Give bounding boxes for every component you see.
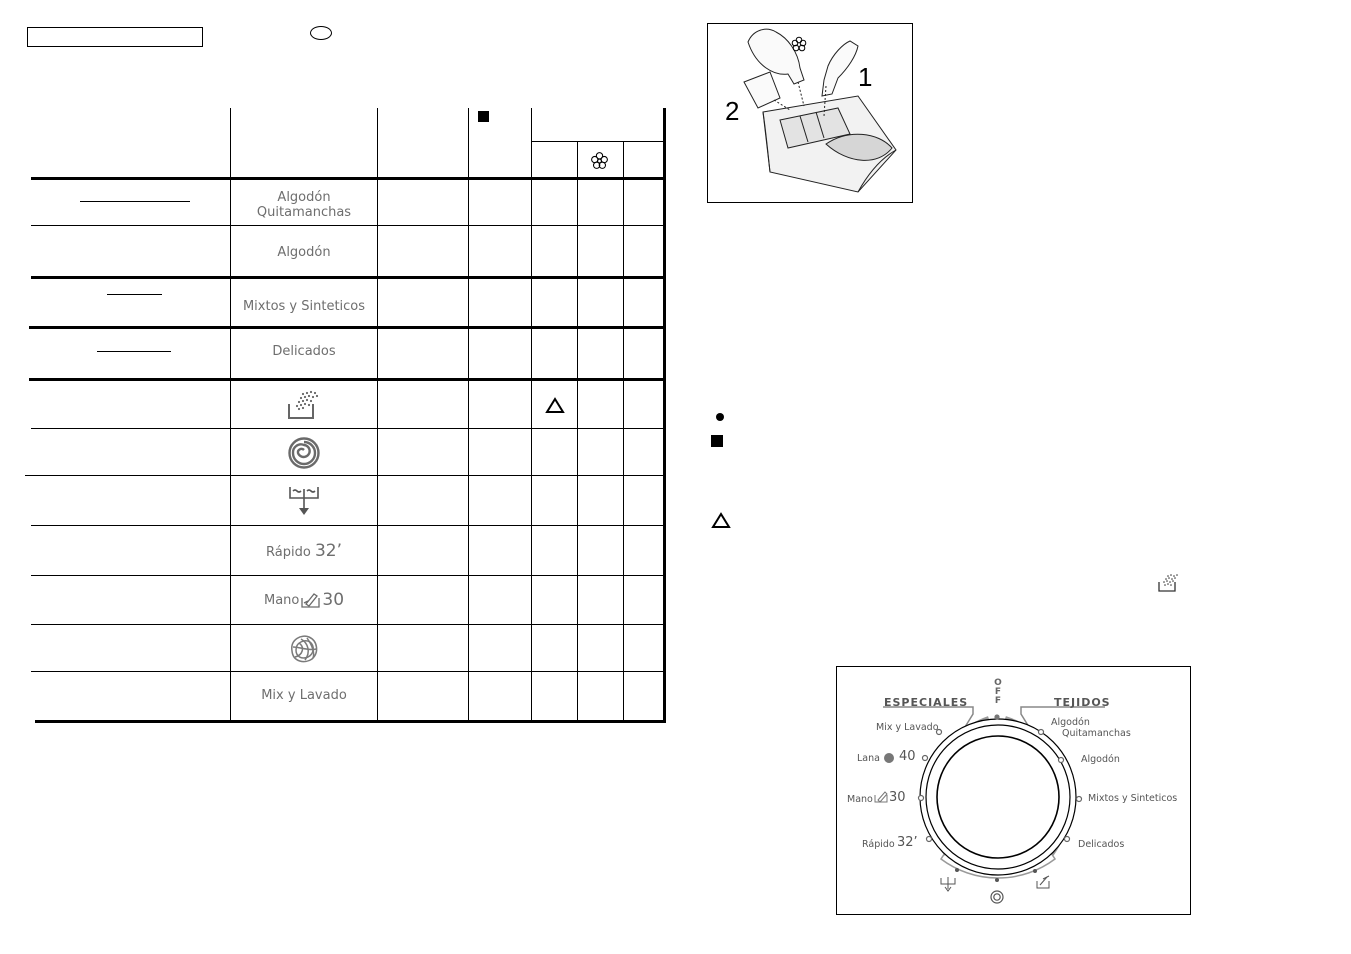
drain-icon xyxy=(287,484,321,518)
dial-mix-lavado: Mix y Lavado xyxy=(876,722,939,733)
hand-wash-icon xyxy=(875,792,887,802)
dial-lana-temp: 40 xyxy=(899,749,916,764)
reference-underline xyxy=(107,294,162,295)
spin-icon xyxy=(287,436,321,470)
dial-rapido-time: 32’ xyxy=(897,835,918,850)
off-label-letter: F xyxy=(994,696,1002,706)
table-border xyxy=(29,326,664,329)
dial-mano-temp: 30 xyxy=(889,790,906,805)
square-marker-icon xyxy=(478,111,489,122)
spin-row xyxy=(232,436,376,470)
drain-icon xyxy=(941,877,955,891)
program-mixtos-sinteticos: Mixtos y Sinteticos xyxy=(242,299,366,314)
triangle-marker-icon xyxy=(545,397,565,414)
program-mano-temp: 30 xyxy=(322,590,345,610)
table-divider xyxy=(31,671,664,672)
wool-row xyxy=(232,632,376,666)
program-dial-panel xyxy=(836,666,1191,915)
program-mano xyxy=(232,591,376,608)
off-label-letter: F xyxy=(994,687,1002,697)
dial-lana: Lana xyxy=(857,753,880,764)
compartment-2-label: 2 xyxy=(725,96,740,126)
programs-table xyxy=(0,0,700,740)
dial-algodon: Algodón xyxy=(1081,754,1120,765)
table-divider xyxy=(531,108,532,722)
program-rapido xyxy=(232,541,376,561)
spin-icon xyxy=(991,891,1003,903)
dial-algodon-quitamanchas-1: Algodón xyxy=(1051,717,1090,728)
off-label xyxy=(993,679,1003,706)
especiales-heading: ESPECIALES xyxy=(884,696,969,709)
program-rapido-label: Rápido xyxy=(266,545,311,560)
table-border xyxy=(663,108,666,723)
dispenser-illustration xyxy=(707,23,913,203)
table-border xyxy=(35,720,665,723)
table-divider xyxy=(623,141,624,722)
hand-wash-icon xyxy=(301,591,320,608)
off-label-letter: O xyxy=(994,678,1002,688)
square-marker-icon xyxy=(711,435,723,447)
program-algodon-quitamanchas xyxy=(232,190,376,220)
program-line-1: Algodón xyxy=(277,190,331,205)
reference-underline xyxy=(97,351,171,352)
program-mano-label: Mano xyxy=(263,593,300,608)
program-line-2: Quitamanchas xyxy=(256,205,352,220)
table-divider xyxy=(230,108,231,722)
table-divider xyxy=(31,225,664,226)
program-algodon: Algodón xyxy=(277,245,331,260)
rinse-icon xyxy=(286,390,322,422)
table-divider xyxy=(31,428,664,429)
table-divider xyxy=(377,108,378,722)
dial-mixtos-sinteticos: Mixtos y Sinteticos xyxy=(1088,793,1178,804)
table-border xyxy=(31,276,664,279)
compartment-1-label: 1 xyxy=(858,62,873,92)
table-border xyxy=(31,177,664,180)
rinse-row xyxy=(232,388,376,424)
wool-icon xyxy=(884,753,894,763)
dial-delicados: Delicados xyxy=(1078,839,1125,850)
tejidos-heading: TEJIDOS xyxy=(1054,696,1111,709)
table-divider xyxy=(468,108,469,722)
dot-marker-icon xyxy=(716,413,724,421)
table-divider xyxy=(531,141,664,142)
triangle-marker-icon xyxy=(711,512,731,529)
rinse-icon xyxy=(1037,876,1049,888)
rinse-icon xyxy=(1157,573,1179,593)
program-delicados: Delicados xyxy=(272,344,336,359)
table-divider xyxy=(31,624,664,625)
detergent-drawer-drawing xyxy=(708,24,912,202)
table-divider xyxy=(31,525,664,526)
dial-mano: Mano xyxy=(847,794,873,805)
table-divider xyxy=(31,575,664,576)
drain-row xyxy=(232,483,376,519)
flower-softener-icon xyxy=(590,151,609,170)
dial-rapido: Rápido xyxy=(862,839,895,850)
table-divider xyxy=(577,141,578,722)
table-border xyxy=(29,378,664,381)
wool-icon xyxy=(287,633,321,665)
reference-underline xyxy=(80,201,190,202)
table-divider xyxy=(25,475,664,476)
program-rapido-time: 32’ xyxy=(314,541,342,561)
dial-algodon-quitamanchas-2: Quitamanchas xyxy=(1062,728,1131,739)
program-mix-lavado: Mix y Lavado xyxy=(261,688,347,703)
